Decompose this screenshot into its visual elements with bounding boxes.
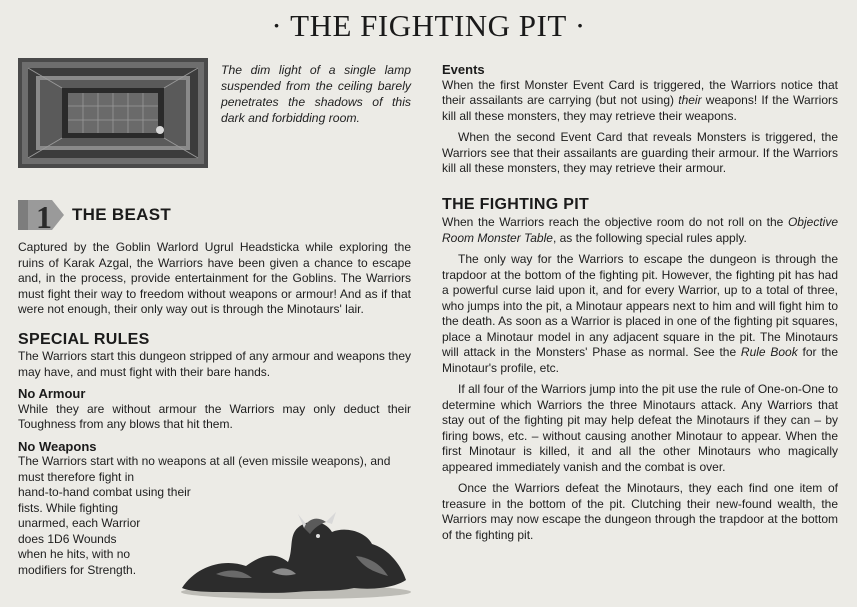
beast-heading <box>18 198 411 232</box>
title-text: THE FIGHTING PIT <box>290 8 567 43</box>
special-rules-paragraph: The Warriors start this dungeon stripped of any armour and weapons they may have, and must fight with their bare hands. <box>18 349 411 379</box>
fighting-pit-paragraph-1: When the Warriors reach the objective room do not roll on the Objective Room Monster Table, as the following special rules apply. <box>442 215 838 245</box>
no-weapons-line-4: unarmed, each Warrior <box>18 516 141 530</box>
beast-title: THE BEAST <box>72 205 172 225</box>
special-rules-heading: SPECIAL RULES <box>18 330 150 348</box>
badge-number: 1 <box>36 199 52 232</box>
no-weapons-line-5: does 1D6 Wounds <box>18 531 117 546</box>
events-paragraph-1: When the first Monster Event Card is triggered, the Warriors notice that their assailants are carrying (but not using) their weapons! If the Warriors kill all these monsters, they may retrieve their weapons. <box>442 77 839 123</box>
right-column <box>442 62 838 543</box>
fighting-pit-paragraph-3: If all four of the Warriors jump into the pit use the rule of One-on-One to determine which Warriors the three Minotaurs attack. Any Warriors that stay out of the fighting pit may help defeat the Minotaurs if they can – by firing bows, etc. – without causing another Minotaur to appear. When the first Minotaur is killed, it and all the other Minotaurs who magically appeared immediately vanish and the combat is over. <box>442 382 838 474</box>
no-weapons-line-3: fists. While fighting <box>18 500 119 515</box>
intro-flavor-text: The dim light of a single lamp suspended from the ceiling barely penetrates the shadows of this dark and forbidding room. <box>221 63 411 125</box>
title-dot-right: · <box>574 8 586 43</box>
no-weapons-line-6: when he hits, with no <box>18 547 131 561</box>
beast-paragraph: Captured by the Goblin Warlord Ugrul Headsticka while exploring the ruins of Karak Azgal, the Warriors have been given a chance to escape and, in the process, provide entertainment for the Goblins. The Warriors must fight their way to freedom without weapons or armour! And as if that were not enough, their only way out is through the Minotaurs' lair. <box>18 240 411 316</box>
no-armour-text: While they are without armour the Warriors may only deduct their Toughness from any blows that hit them. <box>18 401 411 431</box>
events-heading: Events <box>442 62 485 77</box>
page-title <box>0 8 857 44</box>
no-weapons-heading: No Weapons <box>18 438 97 454</box>
title-dot-left: · <box>271 8 283 43</box>
no-weapons-line-1: The Warriors start with no weapons at all (even missile weapons), and must therefore fight in <box>18 454 391 484</box>
fighting-pit-heading: THE FIGHTING PIT <box>442 195 590 213</box>
room-illustration <box>18 58 208 168</box>
fighting-pit-paragraph-2: The only way for the Warriors to escape the dungeon is through the trapdoor at the bottom of the fighting pit. However, the fighting pit has had a powerful curse laid upon it, and for every Warrior, up to a total of three, who jumps into the pit, a Minotaur appears next to him and will fight him to the death. As soon as a Warrior is placed in one of the fighting pit squares, place a Minotaur model in any adjacent square in the pit. The Minotaurs will attack in the Monsters' Phase as normal. See the Rule Book for the Minotaur's profile, etc. <box>442 252 839 375</box>
no-armour-heading: No Armour <box>18 386 86 401</box>
no-weapons-line-7: modifiers for Strength. <box>18 562 137 577</box>
minotaur-illustration <box>176 508 416 600</box>
numbered-badge-icon <box>18 198 64 232</box>
events-paragraph-2: When the second Event Card that reveals Monsters is triggered, the Warriors see that their assailants are guarding their armour. If the Warriors kill all these monsters, they may retrieve their armour. <box>442 130 838 175</box>
fighting-pit-paragraph-4: Once the Warriors defeat the Minotaurs, they each find one item of treasure in the bottom of the pit. Clutching their new-found wealth, the Warriors may now escape the dungeon through the trapdoor at the bottom of the fighting pit. <box>442 481 838 542</box>
no-weapons-line-2: hand-to-hand combat using their <box>18 485 191 499</box>
